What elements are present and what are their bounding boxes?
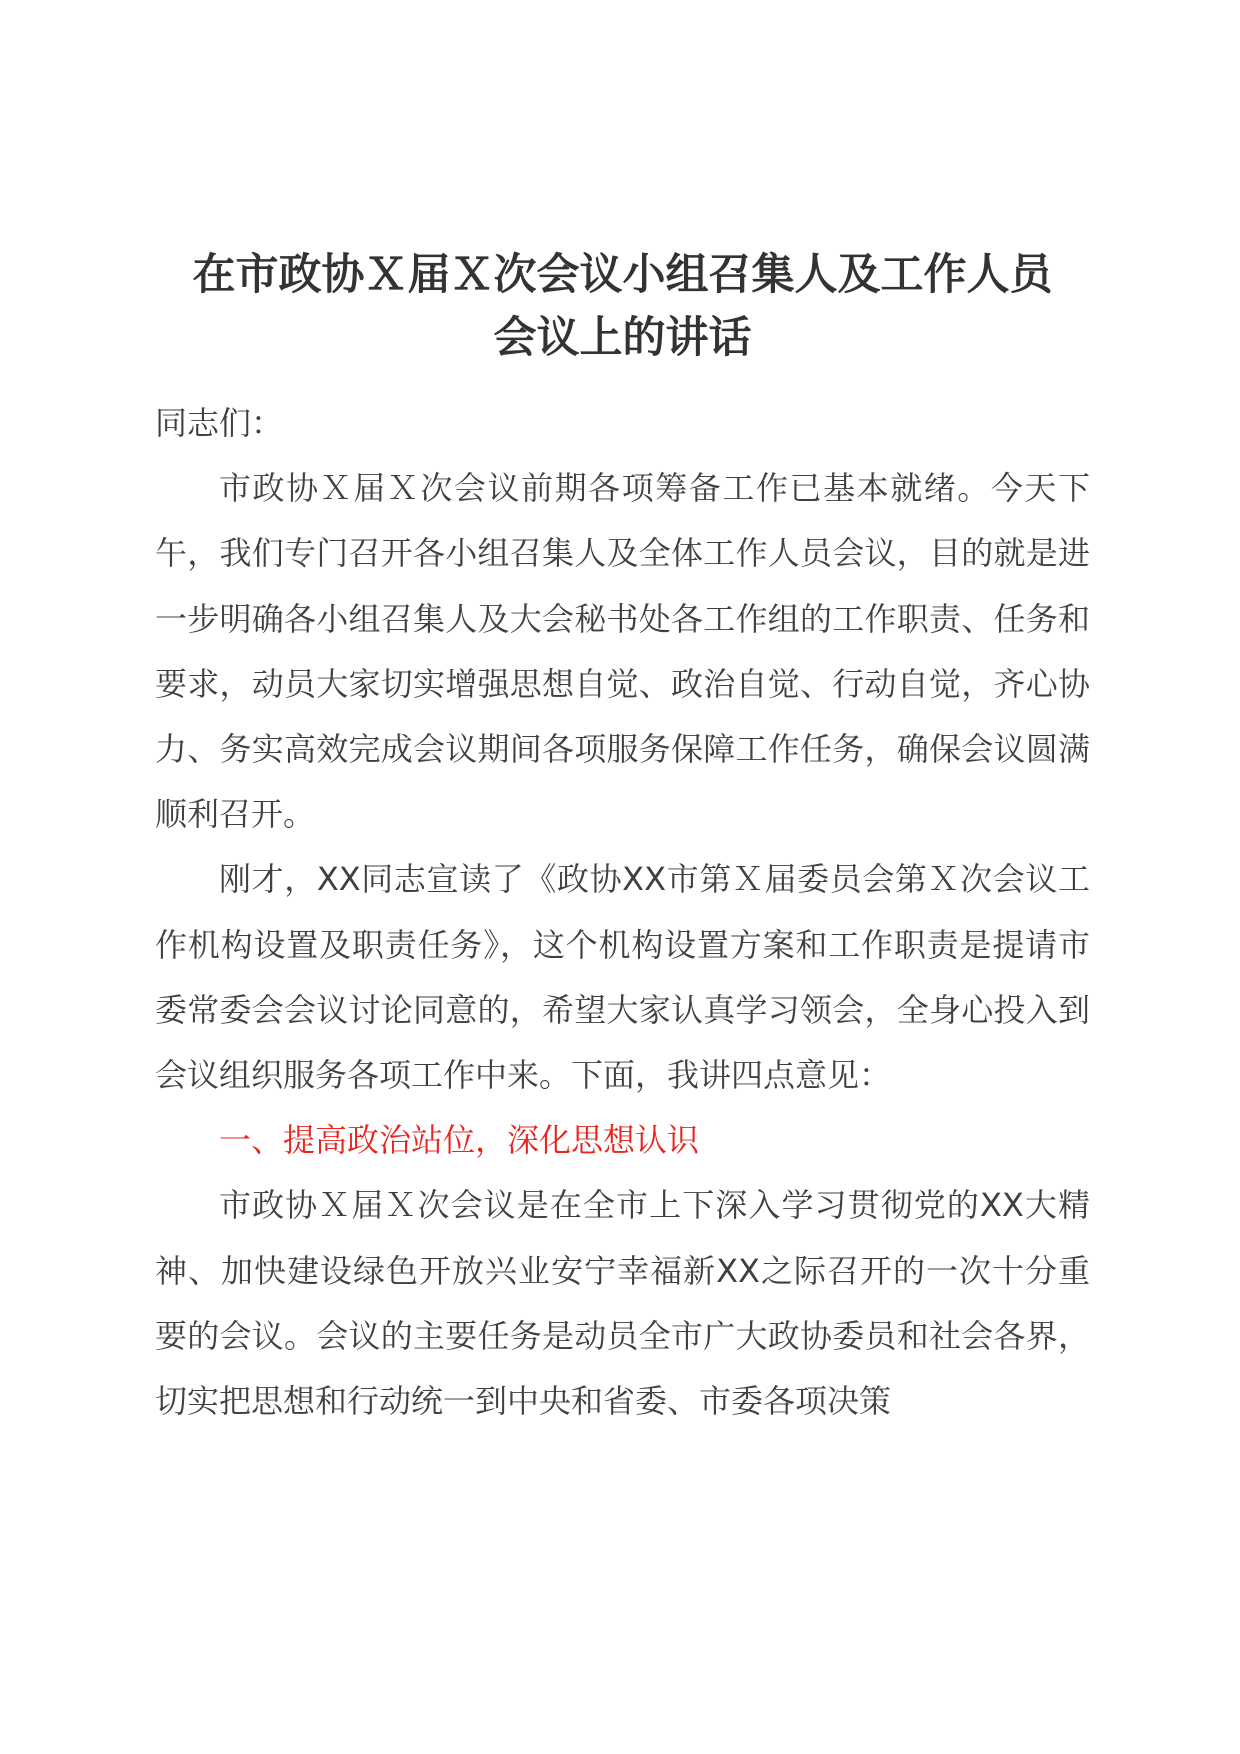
paragraph-2: 刚才，XX同志宣读了《政协XX市第Ｘ届委员会第Ｘ次会议工作机构设置及职责任务》，这个机构设置方案和工作职责是提请市委常委会会议讨论同意的，希望大家认真学习领会，全身心投入到会议组织服务各项工作中来。下面，我讲四点意见： [155, 860, 1090, 1095]
title-line-2: 会议上的讲话 [493, 313, 752, 363]
section-heading-1: 一、提高政治站位，深化思想认识 [219, 1121, 700, 1160]
section-1-paragraph: 市政协Ｘ届Ｘ次会议是在全市上下深入学习贯彻党的XX大精神、加快建设绿色开放兴业安宁幸福新XX之际召开的一次十分重要的会议。会议的主要任务是动员全市广大政协委员和社会各界，切实把思想和行动统一到中央和省委、市委各项决策 [155, 1186, 1090, 1421]
paragraph-1: 市政协Ｘ届Ｘ次会议前期各项筹备工作已基本就绪。今天下午，我们专门召开各小组召集人及全体工作人员会议，目的就是进一步明确各小组召集人及大会秘书处各工作组的工作职责、任务和要求，动员大家切实增强思想自觉、政治自觉、行动自觉，齐心协力、务实高效完成会议期间各项服务保障工作任务，确保会议圆满顺利召开。 [155, 469, 1090, 834]
document-title [155, 244, 1090, 370]
salutation: 同志们： [155, 404, 284, 442]
document-page [155, 244, 1090, 1434]
title-line-1: 在市政协Ｘ届Ｘ次会议小组召集人及工作人员 [192, 250, 1053, 300]
document-body [155, 391, 1090, 1434]
